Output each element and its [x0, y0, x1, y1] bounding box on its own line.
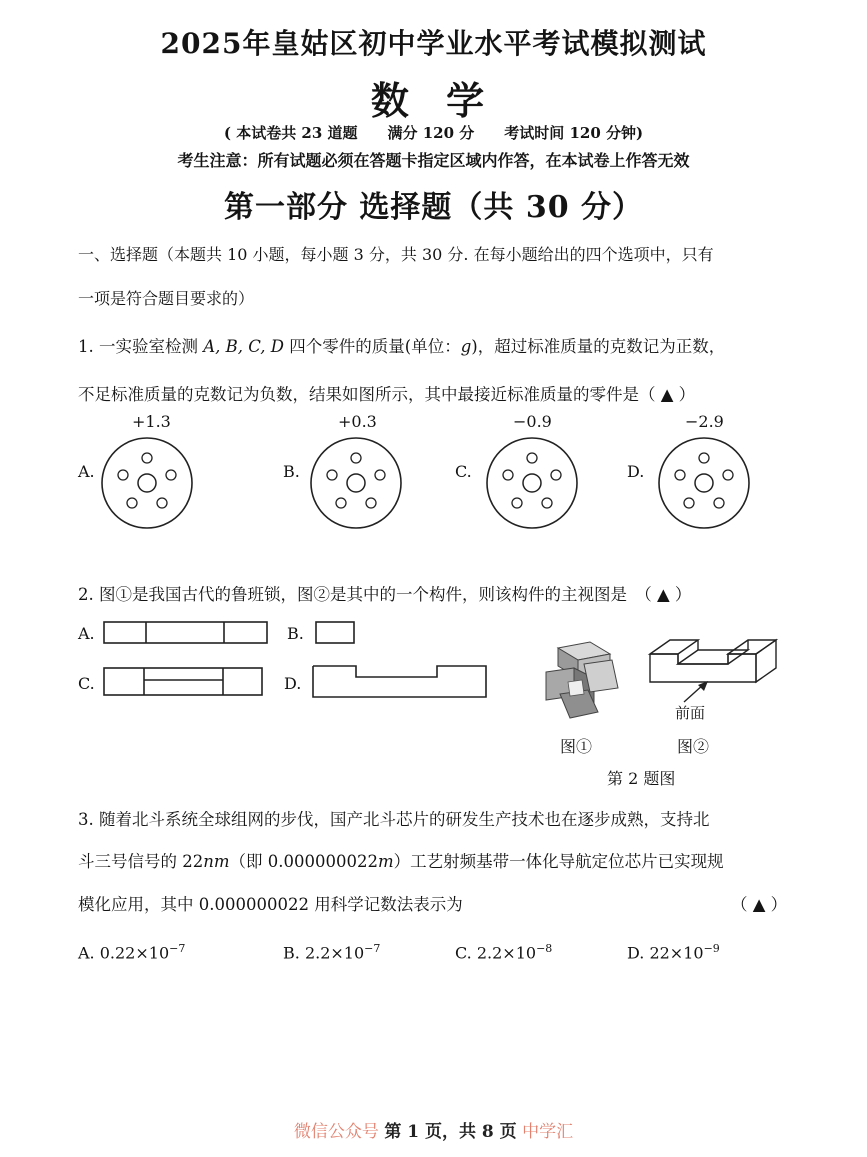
- q2-option-a-label: A.: [78, 624, 95, 643]
- q3-stem-line1: 3. 随着北斗系统全球组网的步伐，国产北斗芯片的研发生产技术也在逐步成熟，支持北: [78, 810, 710, 829]
- q3-option-b-exp: −7: [364, 942, 381, 955]
- fig1-caption: 图①: [560, 737, 593, 756]
- q3-option-c-exp: −8: [536, 942, 553, 955]
- q3-line2-a: 斗三号信号的 22: [78, 852, 204, 871]
- part-heading: 第一部分 选择题（共 30 分）: [223, 190, 644, 225]
- q2-option-b-label: B.: [287, 624, 304, 643]
- q3-option-c: [455, 942, 552, 962]
- q1-option-c-label: C.: [455, 462, 472, 481]
- q1-stem-line1: [78, 333, 725, 357]
- q1-option-b: [283, 412, 413, 532]
- q3-option-a-label: A.: [78, 943, 95, 963]
- q1-option-d-label: D.: [627, 462, 645, 481]
- q3-option-d: [627, 942, 720, 962]
- page-number: 第 1 页，共 8 页: [384, 1122, 517, 1142]
- q3-stem-line2: [78, 848, 724, 872]
- page-footer: [0, 1117, 867, 1142]
- q1-stem-line2: 不足标准质量的克数记为负数，结果如图所示，其中最接近标准质量的零件是（ ▲ ）: [78, 385, 696, 404]
- exam-notice: 考生注意：所有试题必须在答题卡指定区域内作答，在本试卷上作答无效: [177, 151, 690, 170]
- q1-vars: A, B, C, D: [203, 337, 285, 356]
- q2-option-a-figure: [103, 620, 269, 646]
- q1-option-b-label: B.: [283, 462, 300, 481]
- exam-info: ( 本试卷共 23 道题 满分 120 分 考试时间 120 分钟): [223, 124, 644, 142]
- q2-option-c-label: C.: [78, 674, 95, 693]
- q2-option-d-label: D.: [284, 674, 302, 693]
- q3-stem-line3: 模化应用，其中 0.000000022 用科学记数法表示为: [78, 895, 463, 914]
- q3-line2-c: ）工艺射频基带一体化导航定位芯片已实现规: [393, 852, 724, 871]
- q1-part-disc-b: [309, 436, 403, 530]
- q2-option-c-figure: [103, 666, 265, 698]
- q1-option-b-value: +0.3: [338, 412, 377, 431]
- q2-stem: 2. 图①是我国古代的鲁班锁，图②是其中的一个构件，则该构件的主视图是 （ ▲ ）: [78, 585, 692, 604]
- section-instruction-line1: 一、选择题（本题共 10 小题，每小题 3 分，共 30 分. 在每小题给出的四个选项中，只有: [78, 245, 714, 264]
- q1-option-a-label: A.: [78, 462, 95, 481]
- q3-option-a-base: 0.22×10: [99, 943, 170, 963]
- q3-option-d-base: 22×10: [649, 943, 704, 963]
- q1-option-a-value: +1.3: [132, 412, 171, 431]
- q1-unit: g: [460, 337, 472, 356]
- q3-option-a: [78, 942, 185, 962]
- q3-option-a-exp: −7: [169, 942, 186, 955]
- luban-lock-figure: [538, 638, 624, 724]
- q3-option-b: [283, 942, 380, 962]
- q1-option-d-value: −2.9: [685, 412, 724, 431]
- component-figure: [644, 636, 800, 702]
- q2-option-b-figure: [315, 620, 357, 646]
- exam-title: 2025年皇姑区初中学业水平考试模拟测试: [160, 27, 707, 60]
- watermark-left: 微信公众号: [293, 1122, 379, 1142]
- q1-part-disc-a: [100, 436, 194, 530]
- q3-answer-mark: （ ▲ ）: [731, 895, 788, 914]
- section-instruction-line2: 一项是符合题目要求的）: [78, 289, 255, 308]
- q1-option-c-value: −0.9: [513, 412, 552, 431]
- q1-option-c: [455, 412, 585, 532]
- q3-option-c-label: C.: [455, 943, 472, 963]
- q3-option-b-base: 2.2×10: [304, 943, 365, 963]
- watermark-right: 中学汇: [522, 1122, 574, 1142]
- q1-text-c: )，超过标准质量的克数记为正数，: [471, 337, 726, 356]
- q1-option-d: [627, 412, 757, 532]
- q1-text-a: 1. 一实验室检测: [78, 337, 204, 356]
- q2-option-d-figure: [311, 664, 489, 700]
- q3-unit-m: m: [378, 852, 394, 871]
- q3-option-d-exp: −9: [703, 942, 720, 955]
- q1-text-b: 四个零件的质量(单位：: [284, 337, 461, 356]
- q2-figure-caption: 第 2 题图: [607, 769, 676, 788]
- q3-unit-nm: nm: [203, 852, 230, 871]
- q3-line2-b: （即 0.000000022: [229, 852, 378, 871]
- subject-title: 数 学: [370, 78, 497, 123]
- q1-option-a: [78, 412, 208, 532]
- q3-option-b-label: B.: [283, 943, 300, 963]
- fig2-caption: 图②: [677, 737, 710, 756]
- q1-part-disc-d: [657, 436, 751, 530]
- q3-option-c-base: 2.2×10: [476, 943, 537, 963]
- front-face-label: 前面: [675, 704, 706, 722]
- q3-option-d-label: D.: [627, 943, 645, 963]
- q1-part-disc-c: [485, 436, 579, 530]
